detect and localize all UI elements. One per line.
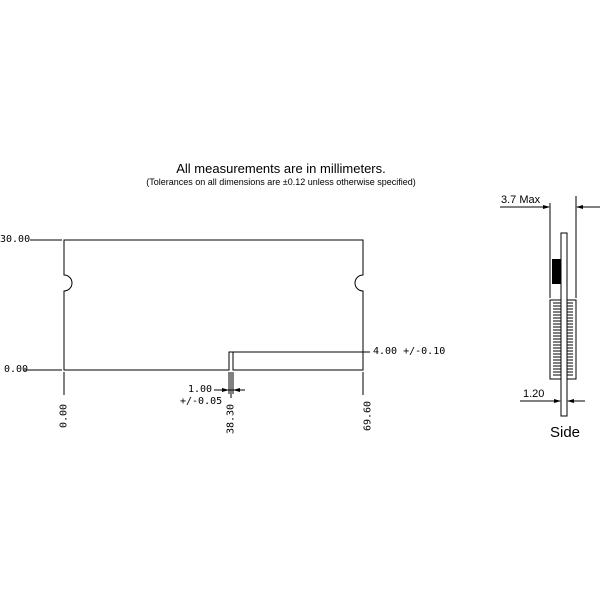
notch-depth-label: 4.00 +/-0.10: [373, 346, 446, 357]
notch-width-tolerance: +/-0.05: [180, 396, 223, 407]
y-label-30: 30.00: [0, 234, 31, 245]
side-chip: [552, 259, 561, 284]
pcb-dim-arrow-left: [554, 399, 561, 403]
pcb-thickness-label: 1.20: [523, 388, 545, 400]
x-label-3830: 38.30: [225, 403, 237, 435]
pcb-dim-arrow-right: [567, 399, 574, 403]
x-label-0: 0.00: [58, 403, 70, 429]
max-thickness-label: 3.7 Max: [501, 194, 541, 206]
y-label-0: 0.00: [4, 364, 29, 375]
notch-width-label: 1.00: [188, 384, 213, 395]
tolerance-note: (Tolerances on all dimensions are ±0.12 unless otherwise specified): [146, 177, 416, 187]
notch-width-arrow-right: [233, 388, 240, 392]
side-view-label: Side: [550, 424, 581, 441]
max-dim-arrow-left: [543, 205, 550, 209]
max-dim-arrow-right: [576, 205, 583, 209]
drawing-title: All measurements are in millimeters.: [176, 161, 386, 176]
notch-width-arrow-left: [222, 388, 229, 392]
side-pcb: [561, 233, 567, 416]
module-outline: [64, 240, 363, 370]
x-label-6960: 69.60: [362, 400, 374, 432]
